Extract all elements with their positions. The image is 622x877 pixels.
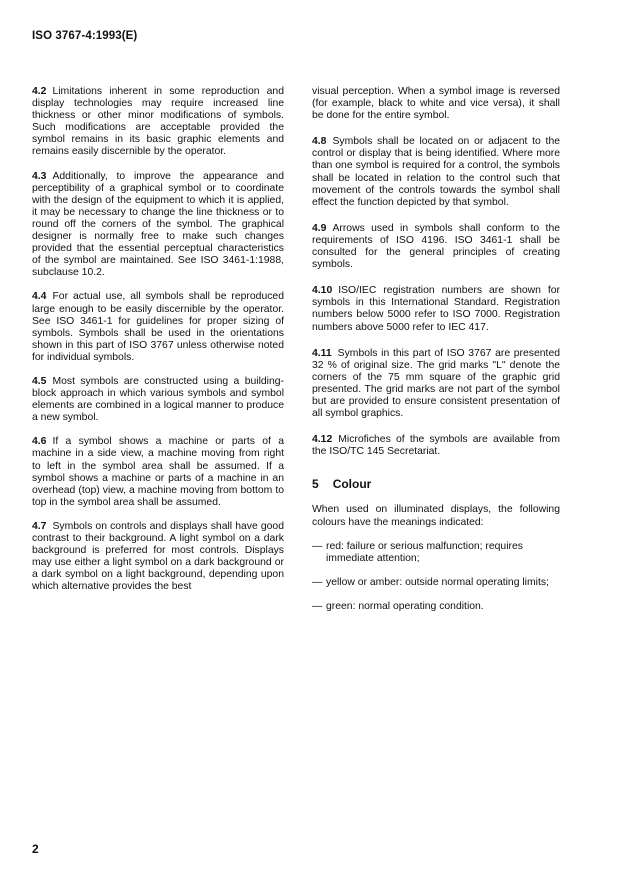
left-column bbox=[32, 86, 284, 605]
clause-4-12 bbox=[312, 434, 560, 458]
clause-text: Symbols on controls and displays shall have good contrast to their background. A light symbol on a dark background is preferred for most controls. Displays may use either a light symbol on a dark background or a dark symbol on a light background, depending upon which alternative provides the best bbox=[32, 520, 284, 593]
clause-4-5 bbox=[32, 376, 284, 424]
clause-number: 4.9 bbox=[312, 222, 327, 234]
clause-4-8 bbox=[312, 136, 560, 209]
clause-text: Most symbols are constructed using a building-block approach in which various symbols and symbol elements are combined in a logical manner to produce a new symbol. bbox=[32, 375, 284, 424]
clause-text: Arrows used in symbols shall conform to the requirements of ISO 4196. ISO 3461-1 shall be consulted for the general principles of creating symbols. bbox=[312, 222, 560, 271]
list-item-green: — green: normal operating condition. bbox=[312, 601, 560, 613]
clause-number: 4.7 bbox=[32, 520, 47, 532]
clause-number: 4.4 bbox=[32, 291, 47, 303]
clause-4-4 bbox=[32, 291, 284, 364]
clause-text: For actual use, all symbols shall be reproduced large enough to be easily discernible by the operator. See ISO 3461-1 for guidelines for proper sizing of symbols. Symbols shall be used in the orientations shown in this part of ISO 3767 unless otherwise noted for individual symbols. bbox=[32, 291, 284, 363]
clause-4-2 bbox=[32, 86, 284, 159]
list-item-red: — red: failure or serious malfunction; requires immediate attention; bbox=[312, 541, 560, 565]
section-number: 5 bbox=[312, 477, 319, 492]
right-column bbox=[312, 86, 560, 625]
clause-text: Limitations inherent in some reproduction and display technologies may require increased line thickness or other minor modifications of symbols. Such modifications are acceptable provided the symbol remains in its basic graphic elements and remains easily discernible by the operator. bbox=[32, 86, 284, 158]
clause-text: Microfiches of the symbols are available from the ISO/TC 145 Secretariat. bbox=[312, 434, 560, 458]
clause-text: Symbols in this part of ISO 3767 are presented 32 % of original size. The grid marks "L" denote the corners of the 75 mm square of the graphic grid presented. The grid marks are not part of the symbol but are provided to ensure consistent presentation of all symbol graphics. bbox=[312, 347, 560, 420]
clause-text: Symbols shall be located on or adjacent to the control or display that is being identified. Where more than one symbol is required for a control, the symbols shall be located in relation to the control such that movement of the controls towards the symbol shall effect the function depicted by that symbol. bbox=[312, 136, 560, 208]
clause-4-10 bbox=[312, 285, 560, 333]
section-title: Colour bbox=[332, 477, 372, 492]
section-heading-colour bbox=[312, 478, 560, 490]
clause-number: 4.10 bbox=[312, 285, 333, 297]
document-header: ISO 3767-4:1993(E) bbox=[32, 30, 138, 42]
colour-intro: When used on illuminated displays, the following colours have the meanings indicated: bbox=[312, 504, 560, 528]
clause-number: 4.8 bbox=[312, 136, 327, 148]
clause-4-6 bbox=[32, 436, 284, 509]
clause-number: 4.2 bbox=[32, 86, 47, 97]
clause-4-9 bbox=[312, 223, 560, 271]
colour-meanings-list bbox=[312, 541, 560, 613]
clause-4-3 bbox=[32, 171, 284, 280]
clause-4-7 bbox=[32, 521, 284, 594]
list-item-yellow: — yellow or amber: outside normal operating limits; bbox=[312, 577, 560, 589]
clause-number: 4.3 bbox=[32, 170, 47, 182]
clause-number: 4.11 bbox=[312, 347, 332, 359]
clause-4-11 bbox=[312, 348, 560, 421]
clause-text: Additionally, to improve the appearance and perceptibility of a graphical symbol or to coordinate with the design of the equipment to which it is applied, it may be necessary to change the line thickness or to round off the corners of the symbol. The graphical designer is normally free to make such changes provided that the essential perceptual characteristics of the symbol are maintained. See ISO 3461-1:1988, subclause 10.2. bbox=[32, 170, 284, 279]
clause-number: 4.6 bbox=[32, 436, 47, 448]
page-number: 2 bbox=[32, 842, 39, 856]
clause-text: ISO/IEC registration numbers are shown for symbols in this International Standard. Registration numbers below 5000 refer to ISO 7000. Registration numbers above 5000 refer to IEC 417. bbox=[312, 285, 560, 333]
clause-number: 4.12 bbox=[312, 434, 333, 446]
clause-4-7-continuation: visual perception. When a symbol image is reversed (for example, black to white and vice versa), it shall be done for the entire symbol. bbox=[312, 86, 560, 122]
clause-number: 4.5 bbox=[32, 375, 47, 387]
clause-text: If a symbol shows a machine or parts of a machine in a side view, a machine moving from right to left in the symbol area shall be assumed. If a symbol shows a machine or parts of a machine in an overhead (top) view, a machine moving from bottom to top in the symbol area shall be assumed. bbox=[32, 436, 284, 508]
